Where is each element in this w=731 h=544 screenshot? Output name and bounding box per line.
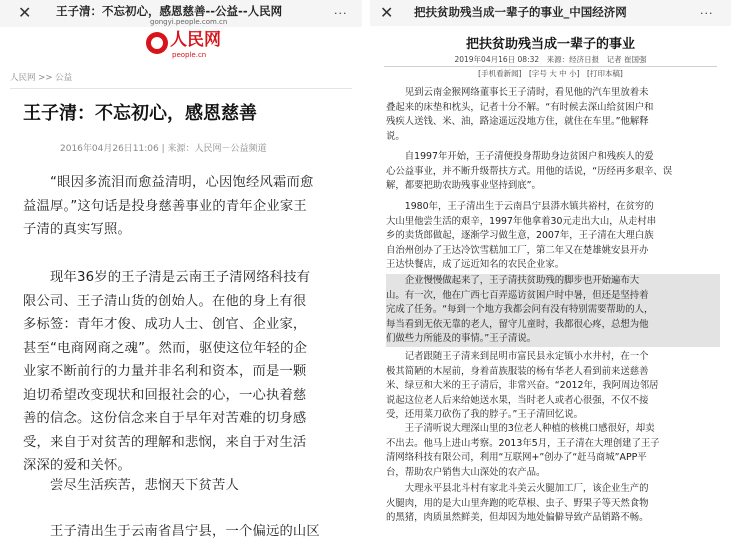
- article-paragraph: 企业慢慢做起来了，王子清扶贫助残的脚步也开始遍布大 山。有一次，他在广西七百弄巡访贫困户时中暑，但还是坚持着 完成了任务。“每到一个地方我都会问有没有特别需要帮助的人， 每当看到无依无靠的老人，留守儿童时，我都很心疼，总想为他 们做些力所能及的事情。”王子清说。: [386, 274, 720, 347]
- right-browser-topbar: [370, 0, 731, 26]
- header-divider: [10, 88, 352, 89]
- logo-subtext: people.cn: [172, 51, 207, 59]
- article-title: 把扶贫助残当成一辈子的事业: [465, 37, 635, 52]
- article-paragraph: 现年36岁的王子清是云南王子清网络科技有 限公司、王子清山货的创始人。在他的身上有很 多标签：青年才俊、成功人士、创官、企业家， 甚至“电商网商之魂”。然而，驱使这位年轻的企 业家不断前行的力量并非名利和资本，而是一颗 迫切希望改变现状和回报社会的心，一心执着慈 善的信念。这份信念来自于早年对苦难的切身感 受，来自于对贫苦的理解和悲悯，来自于对生活 深深的爱和关怀。: [23, 270, 311, 473]
- logo-text: 人民网: [170, 30, 221, 50]
- people-daily-logo[interactable]: [146, 29, 236, 63]
- article-paragraph: 王子清出生于云南省昌宁县，一个偏远的山区: [23, 524, 320, 539]
- article-paragraph: 大理永平县北斗村有家北斗美云火腿加工厂，该企业生产的 火腿肉，用的是大山里奔跑的吃草根、虫子、野果子等天然食物 的黑猪，肉质虽然鲜美，但却因为地处偏僻导致产品销路不畅。: [386, 483, 649, 524]
- right-page-title: 把扶贫助残当成一辈子的事业_中国经济网: [414, 5, 627, 19]
- article-subheading: 尝尽生活疾苦，悲悯天下贫苦人: [23, 478, 239, 493]
- left-page-url: gongyi.people.com.cn: [150, 18, 228, 26]
- article-paragraph: “眼因多流泪而愈益清明，心因饱经风霜而愈 益温厚。”这句话是投身慈善事业的青年企业家王 子清的真实写照。: [23, 175, 314, 237]
- article-paragraph: 1980年，王子清出生于云南昌宁县漭水镇共裕村，在贫穷的 大山里他尝生活的艰辛，1997年他拿着30元走出大山，从走村串 乡的卖货郎做起，逐渐学习做生意，2007年，王子清在大理白族 自治州创办了王达冷饮雪糕加工厂，第二年又在楚雄姚安县开办 王达快餐店，成了远近知名的农民企业家。: [386, 201, 657, 271]
- article-tools[interactable]: [手机看新闻] [字号 大 中 小] [打印本稿]: [478, 69, 623, 78]
- article-paragraph: 自1997年开始，王子清便投身帮助身边贫困户和残疾人的爱 心公益事业，并不断升级帮扶方式。用他的话说，“历经再多艰辛、误 解，都要把助农助残事业坚持到底”。: [386, 151, 673, 192]
- more-options-icon[interactable]: ···: [700, 7, 714, 20]
- right-screenshot: [370, 0, 731, 524]
- close-icon[interactable]: ✕: [380, 3, 394, 22]
- left-browser-topbar: [0, 0, 362, 27]
- close-icon[interactable]: ✕: [18, 3, 32, 22]
- left-page-title: 王子清：不忘初心，感恩慈善--公益--人民网: [56, 4, 283, 18]
- breadcrumb[interactable]: 人民网 >> 公益: [10, 73, 73, 83]
- article-paragraph: 王子清听说大理深山里的3位老人种植的核桃口感很好，却卖 不出去。他马上进山考察。2013年5月，王子清在大理创建了王子 清网络科技有限公司，利用“互联网+”创办了“赶马商城”APP平 台，帮助农户销售大山深处的农产品。: [386, 423, 660, 478]
- more-options-icon[interactable]: ···: [334, 7, 348, 20]
- logo-emblem-icon: [146, 32, 168, 54]
- article-meta: 2019年04月16日 08:32 来源：经济日报 记者 崔国强: [454, 55, 647, 64]
- article-meta: 2016年04月26日11:06 | 来源：人民网－公益频道: [60, 144, 267, 154]
- article-paragraph: 记者跟随王子清来到昆明市富民县永定镇小水井村，在一个 极其简陋的木屋前，身着苗族服装的杨有华老人看到前来送慈善 米、绿豆和大米的王子清后，非常兴奋。“2012年，我阿周边邻居 说起这位老人后来给她送水果，当时老人或者心很强，不仅不接 受，还用菜刀砍伤了我的脖子。”王子清回忆说。: [386, 351, 659, 421]
- meta-divider: [384, 66, 717, 67]
- left-screenshot: [0, 0, 362, 539]
- article-paragraph: 见到云南金猴网络董事长王子清时，看见他的汽车里放着未 叠起来的床垫和枕头，记者十分不解。“有时候去深山给贫困户和 残疾人送钱、米、油，路途遥远没地方住，就住在车里。”他解释 说。: [386, 87, 654, 142]
- article-title: 王子清：不忘初心，感恩慈善: [23, 103, 257, 124]
